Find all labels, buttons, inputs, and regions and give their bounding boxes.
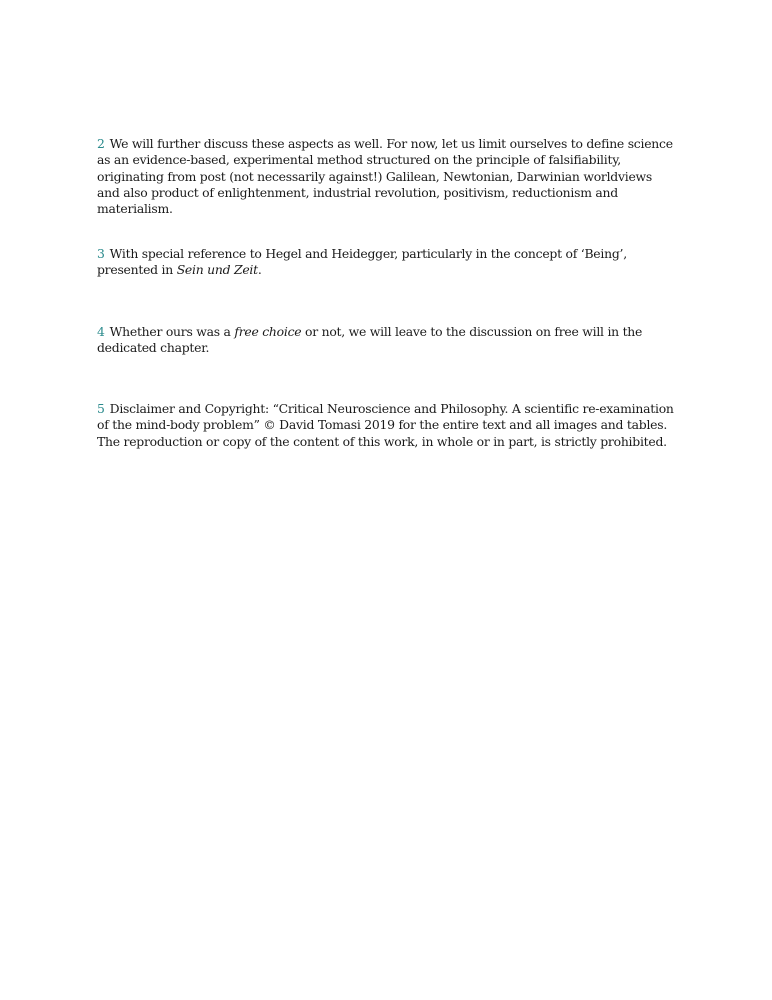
footnote-number[interactable]: 4 <box>97 324 105 339</box>
footnote-text-end: . <box>257 262 262 278</box>
footnote-number[interactable]: 5 <box>97 401 105 416</box>
footnote-2 <box>97 136 677 217</box>
footnote-number[interactable]: 3 <box>97 246 105 261</box>
footnote-text: With special reference to Hegel and Heidegger, particularly in the concept of ‘Being’, presented in <box>97 246 627 278</box>
footnote-italic-title: Sein und Zeit <box>176 262 258 278</box>
footnote-text: We will further discuss these aspects as well. For now, let us limit ourselves to define science as an evidence-based, experimental method structured on the principle of falsifiability, originating from post (not necessarily against!) Galilean, Newtonian, Darwinian worldviews and also product of enlightenment, industrial revolution, positivism, reductionism and materialism. <box>97 136 673 217</box>
footnote-3 <box>97 246 677 279</box>
footnote-text: Disclaimer and Copyright: “Critical Neuroscience and Philosophy. A scientific re-examination of the mind-body problem” © David Tomasi 2019 for the entire text and all images and tables. The reproduction or copy of the content of this work, in whole or in part, is strictly prohibited. <box>97 401 674 449</box>
footnote-text-end: or not, we will leave to the discussion on free will in the dedicated chapter. <box>97 324 643 356</box>
footnote-number[interactable]: 2 <box>97 136 105 151</box>
footnote-5 <box>97 401 677 450</box>
footnote-4 <box>97 324 677 357</box>
footnote-italic-phrase: free choice <box>234 324 302 339</box>
footnote-text: Whether ours was a <box>109 324 235 339</box>
